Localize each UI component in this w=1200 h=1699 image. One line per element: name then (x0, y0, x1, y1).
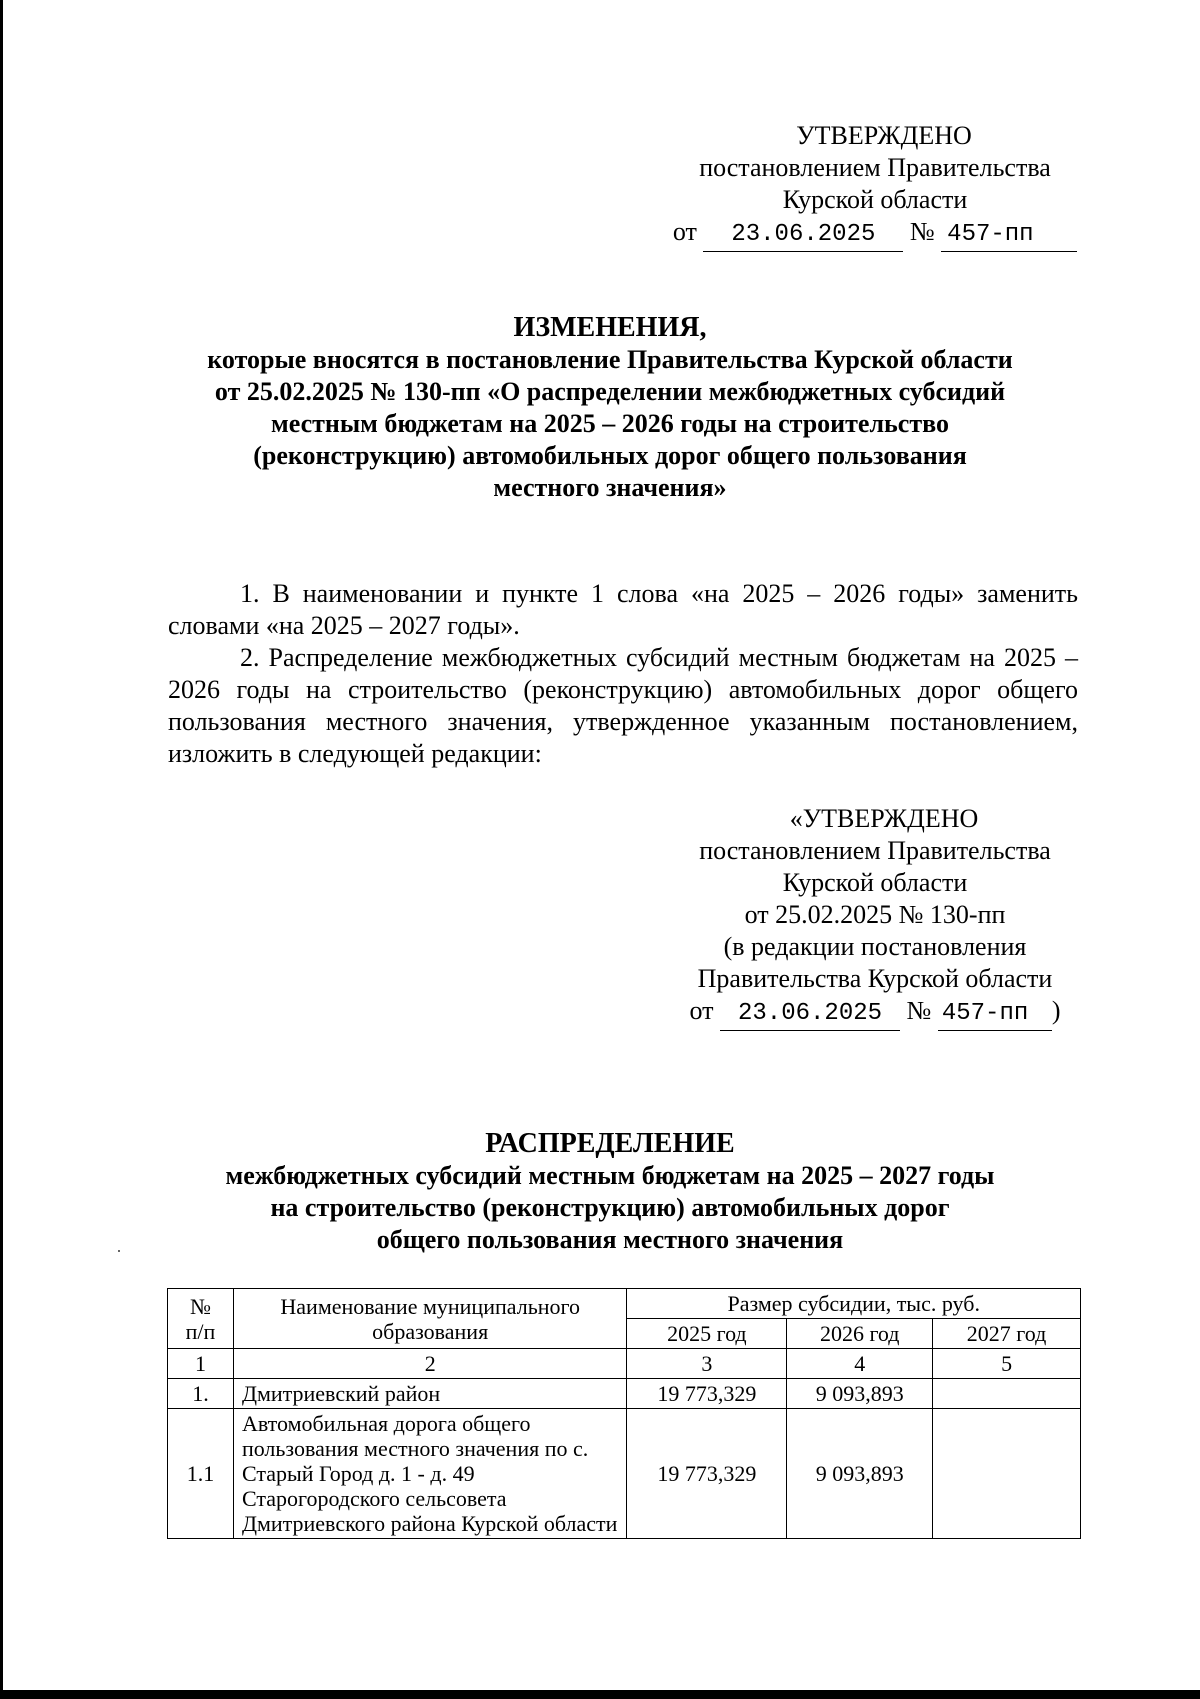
approval-line: от 25.02.2025 № 130-пп (744, 900, 1006, 929)
approval-date: 23.06.2025 (703, 219, 903, 252)
column-number: 4 (787, 1349, 933, 1379)
number-prefix: № (909, 217, 935, 246)
changes-heading-line: (реконструкцию) автомобильных дорог общего пользования (253, 441, 967, 470)
header-year: 2027 год (933, 1319, 1081, 1349)
approval-line: Курской области (782, 185, 968, 214)
distribution-heading-line: межбюджетных субсидий местным бюджетам на 2025 – 2027 годы (225, 1161, 995, 1190)
approval-line: (в редакции постановления (723, 932, 1027, 961)
closing-paren: ) (1051, 996, 1061, 1025)
approval-title: УТВЕРЖДЕНО (796, 121, 972, 150)
number-prefix: № (906, 996, 932, 1025)
scan-edge-left (0, 0, 3, 1699)
approval-number: 457-пп (941, 219, 1077, 252)
header-name (233, 1289, 627, 1349)
approval-date-line (660, 995, 1090, 1031)
approval-block-inner (660, 803, 1090, 1031)
header-year: 2026 год (787, 1319, 933, 1349)
row-value-2027 (933, 1379, 1081, 1409)
table-row (168, 1409, 1081, 1539)
approval-block (660, 120, 1090, 252)
header-name-line: Наименование муниципального (280, 1293, 580, 1319)
changes-title: ИЗМЕНЕНИЯ, (513, 312, 707, 343)
changes-heading-line: которые вносятся в постановление Правительства Курской области (207, 345, 1013, 374)
row-no: 1.1 (168, 1409, 234, 1539)
header-name-line: образования (372, 1318, 489, 1344)
changes-heading-line: от 25.02.2025 № 130-пп «О распределении межбюджетных субсидий (214, 377, 1006, 406)
distribution-heading (150, 1128, 1070, 1256)
column-number: 2 (233, 1349, 627, 1379)
row-name: Дмитриевский район (233, 1379, 627, 1409)
header-no-line: № (189, 1293, 211, 1319)
header-year: 2025 год (627, 1319, 787, 1349)
scan-edge-bottom (0, 1690, 1200, 1699)
approval-date: 23.06.2025 (720, 998, 900, 1031)
table-row (168, 1379, 1081, 1409)
date-prefix: от (689, 996, 714, 1025)
distribution-heading-line: на строительство (реконструкцию) автомобильных дорог (270, 1193, 950, 1222)
distribution-table (167, 1288, 1081, 1539)
paragraph-1: 1. В наименовании и пункте 1 слова «на 2025 – 2026 годы» заменить словами «на 2025 – 2027 годы». (168, 579, 1078, 640)
row-no: 1. (168, 1379, 234, 1409)
changes-heading-line: местного значения» (493, 473, 727, 502)
distribution-heading-line: общего пользования местного значения (376, 1225, 844, 1254)
approval-title: «УТВЕРЖДЕНО (789, 804, 979, 833)
header-subsidy: Размер субсидии, тыс. руб. (627, 1289, 1081, 1319)
body-text (168, 578, 1078, 770)
distribution-title: РАСПРЕДЕЛЕНИЕ (485, 1128, 735, 1159)
row-value-2026: 9 093,893 (787, 1409, 933, 1539)
column-number: 3 (627, 1349, 787, 1379)
row-value-2025: 19 773,329 (627, 1379, 787, 1409)
column-number: 1 (168, 1349, 234, 1379)
date-prefix: от (672, 217, 697, 246)
table-header-row (168, 1289, 1081, 1319)
column-number: 5 (933, 1349, 1081, 1379)
approval-line: Курской области (782, 868, 968, 897)
row-value-2026: 9 093,893 (787, 1379, 933, 1409)
approval-line: Правительства Курской области (697, 964, 1053, 993)
approval-line: постановлением Правительства (699, 153, 1051, 182)
approval-date-line (660, 216, 1090, 252)
changes-heading (150, 312, 1070, 504)
changes-heading-line: местным бюджетам на 2025 – 2026 годы на строительство (271, 409, 949, 438)
table-column-numbers (168, 1349, 1081, 1379)
scan-speck (118, 1250, 120, 1252)
header-no (168, 1289, 234, 1349)
row-name: Автомобильная дорога общего пользования местного значения по с. Старый Город д. 1 - д. 49 Старогородского сельсовета Дмитриевского района Курской области (233, 1409, 627, 1539)
row-value-2025: 19 773,329 (627, 1409, 787, 1539)
row-value-2027 (933, 1409, 1081, 1539)
approval-line: постановлением Правительства (699, 836, 1051, 865)
approval-number: 457-пп (938, 998, 1052, 1031)
header-no-line: п/п (185, 1318, 216, 1344)
paragraph-2: 2. Распределение межбюджетных субсидий местным бюджетам на 2025 – 2026 годы на строительство (реконструкцию) автомобильных дорог общего пользования местного значения, утвержденное указанным постановлением, изложить в следующей редакции: (168, 643, 1078, 768)
